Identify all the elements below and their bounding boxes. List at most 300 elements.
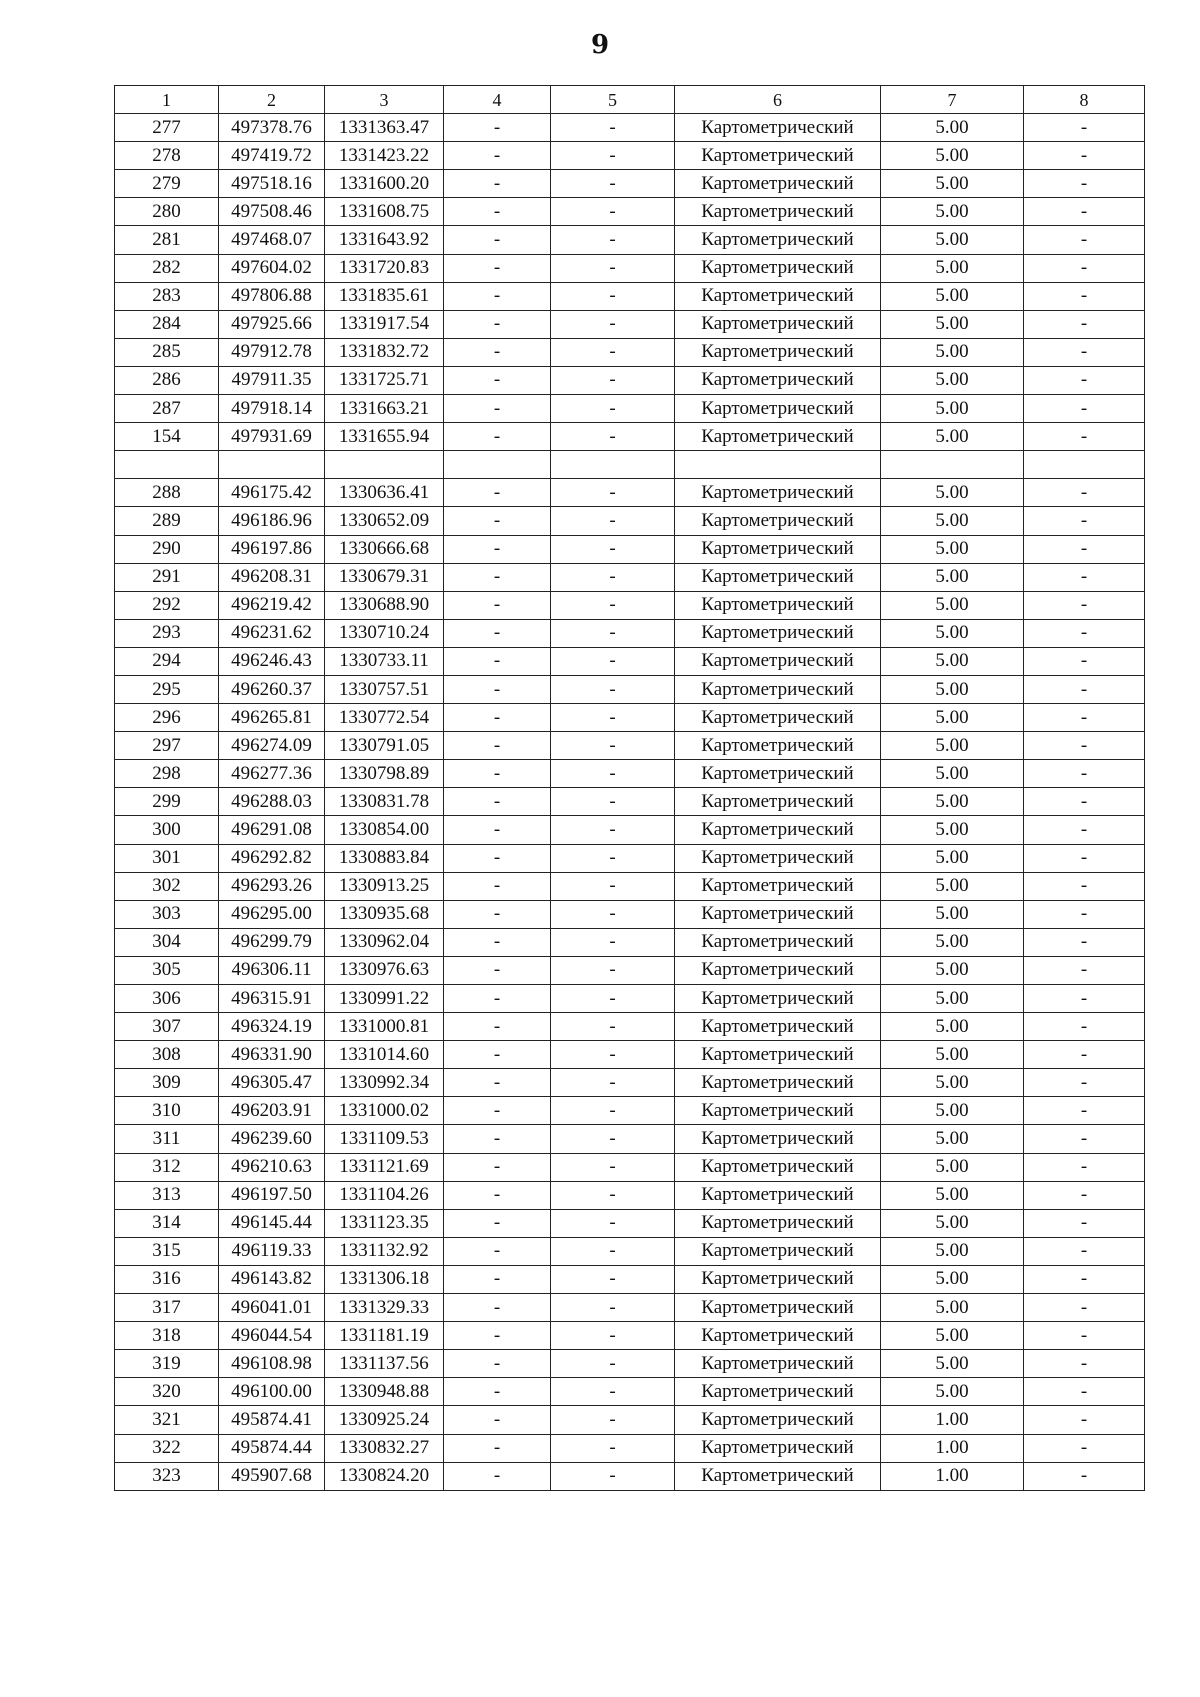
point-number-cell: 291	[115, 563, 219, 591]
method-cell: Картометрический	[675, 1237, 881, 1265]
column-4-cell: -	[444, 591, 551, 619]
column-8-cell: -	[1024, 985, 1145, 1013]
accuracy-cell: 5.00	[881, 1041, 1024, 1069]
accuracy-cell: 5.00	[881, 282, 1024, 310]
column-4-cell: -	[444, 732, 551, 760]
table-row	[115, 844, 1145, 872]
y-coordinate-cell: 1330962.04	[325, 928, 444, 956]
method-cell: Картометрический	[675, 928, 881, 956]
x-coordinate-cell: 497931.69	[219, 423, 325, 451]
y-coordinate-cell: 1330992.34	[325, 1069, 444, 1097]
y-coordinate-cell: 1331132.92	[325, 1237, 444, 1265]
point-number-cell: 300	[115, 816, 219, 844]
column-4-cell: -	[444, 338, 551, 366]
table-row	[115, 1013, 1145, 1041]
table-row	[115, 704, 1145, 732]
column-5-cell: -	[551, 1153, 675, 1181]
column-5-cell: -	[551, 1294, 675, 1322]
column-8-cell: -	[1024, 226, 1145, 254]
table-row	[115, 619, 1145, 647]
y-coordinate-cell: 1331832.72	[325, 338, 444, 366]
y-coordinate-cell: 1330710.24	[325, 619, 444, 647]
accuracy-cell: 5.00	[881, 1378, 1024, 1406]
y-coordinate-cell: 1331643.92	[325, 226, 444, 254]
column-5-cell: -	[551, 479, 675, 507]
table-row	[115, 1322, 1145, 1350]
y-coordinate-cell: 1330824.20	[325, 1462, 444, 1490]
point-number-cell: 282	[115, 254, 219, 282]
x-coordinate-cell: 497604.02	[219, 254, 325, 282]
column-8-cell: -	[1024, 254, 1145, 282]
x-coordinate-cell: 497806.88	[219, 282, 325, 310]
point-number-cell: 308	[115, 1041, 219, 1069]
table-row	[115, 872, 1145, 900]
column-8-cell: -	[1024, 282, 1145, 310]
accuracy-cell: 5.00	[881, 479, 1024, 507]
y-coordinate-cell: 1330832.27	[325, 1434, 444, 1462]
table-row	[115, 675, 1145, 703]
column-5-cell: -	[551, 1181, 675, 1209]
column-8-cell: -	[1024, 928, 1145, 956]
x-coordinate-cell: 497468.07	[219, 226, 325, 254]
method-cell: Картометрический	[675, 1294, 881, 1322]
column-4-cell: -	[444, 1013, 551, 1041]
table-row	[115, 1294, 1145, 1322]
accuracy-cell: 5.00	[881, 1294, 1024, 1322]
column-4-cell: -	[444, 1434, 551, 1462]
point-number-cell: 278	[115, 142, 219, 170]
accuracy-cell: 5.00	[881, 226, 1024, 254]
point-number-cell: 287	[115, 395, 219, 423]
accuracy-cell: 5.00	[881, 1153, 1024, 1181]
table-row	[115, 647, 1145, 675]
column-5-cell: -	[551, 816, 675, 844]
y-coordinate-cell: 1331329.33	[325, 1294, 444, 1322]
x-coordinate-cell: 496315.91	[219, 985, 325, 1013]
x-coordinate-cell: 496295.00	[219, 900, 325, 928]
table-row	[115, 479, 1145, 507]
accuracy-cell: 5.00	[881, 114, 1024, 142]
column-5-cell: -	[551, 226, 675, 254]
method-cell: Картометрический	[675, 423, 881, 451]
column-4-cell: -	[444, 1462, 551, 1490]
method-cell: Картометрический	[675, 1153, 881, 1181]
column-4-cell: -	[444, 366, 551, 394]
point-number-cell: 302	[115, 872, 219, 900]
table-row	[115, 1041, 1145, 1069]
method-cell: Картометрический	[675, 985, 881, 1013]
x-coordinate-cell: 496260.37	[219, 675, 325, 703]
accuracy-cell: 5.00	[881, 563, 1024, 591]
x-coordinate-cell: 497912.78	[219, 338, 325, 366]
column-4-cell: -	[444, 675, 551, 703]
column-8-cell: -	[1024, 1237, 1145, 1265]
column-5-cell: -	[551, 1013, 675, 1041]
point-number-cell: 312	[115, 1153, 219, 1181]
x-coordinate-cell: 497918.14	[219, 395, 325, 423]
header-row	[115, 86, 1145, 114]
point-number-cell: 280	[115, 198, 219, 226]
table-body	[115, 114, 1145, 1491]
y-coordinate-cell: 1330652.09	[325, 507, 444, 535]
column-5-cell: -	[551, 591, 675, 619]
x-coordinate-cell: 495874.44	[219, 1434, 325, 1462]
method-cell	[675, 451, 881, 479]
accuracy-cell: 5.00	[881, 338, 1024, 366]
x-coordinate-cell: 496041.01	[219, 1294, 325, 1322]
column-4-cell: -	[444, 900, 551, 928]
column-4-cell: -	[444, 760, 551, 788]
column-8-cell: -	[1024, 1209, 1145, 1237]
accuracy-cell: 5.00	[881, 1069, 1024, 1097]
column-4-cell: -	[444, 619, 551, 647]
accuracy-cell: 5.00	[881, 872, 1024, 900]
table-row	[115, 1125, 1145, 1153]
accuracy-cell: 5.00	[881, 591, 1024, 619]
method-cell: Картометрический	[675, 675, 881, 703]
method-cell: Картометрический	[675, 198, 881, 226]
y-coordinate-cell: 1331655.94	[325, 423, 444, 451]
column-4-cell: -	[444, 928, 551, 956]
column-8-cell: -	[1024, 760, 1145, 788]
table-row	[115, 282, 1145, 310]
x-coordinate-cell	[219, 451, 325, 479]
y-coordinate-cell: 1330679.31	[325, 563, 444, 591]
table-row	[115, 507, 1145, 535]
x-coordinate-cell: 496108.98	[219, 1350, 325, 1378]
y-coordinate-cell: 1330733.11	[325, 647, 444, 675]
x-coordinate-cell: 496197.50	[219, 1181, 325, 1209]
column-8-cell: -	[1024, 170, 1145, 198]
column-4-cell: -	[444, 395, 551, 423]
point-number-cell: 279	[115, 170, 219, 198]
method-cell: Картометрический	[675, 1069, 881, 1097]
x-coordinate-cell: 496208.31	[219, 563, 325, 591]
column-5-cell: -	[551, 366, 675, 394]
accuracy-cell: 5.00	[881, 928, 1024, 956]
point-number-cell: 293	[115, 619, 219, 647]
column-4-cell: -	[444, 1209, 551, 1237]
method-cell: Картометрический	[675, 226, 881, 254]
x-coordinate-cell: 497911.35	[219, 366, 325, 394]
column-5-cell: -	[551, 507, 675, 535]
method-cell: Картометрический	[675, 619, 881, 647]
y-coordinate-cell: 1330948.88	[325, 1378, 444, 1406]
method-cell: Картометрический	[675, 1265, 881, 1293]
y-coordinate-cell: 1331720.83	[325, 254, 444, 282]
coordinates-table	[114, 85, 1145, 1491]
accuracy-cell	[881, 451, 1024, 479]
table-row	[115, 732, 1145, 760]
method-cell: Картометрический	[675, 844, 881, 872]
point-number-cell: 313	[115, 1181, 219, 1209]
column-8-cell: -	[1024, 423, 1145, 451]
column-8-cell: -	[1024, 563, 1145, 591]
x-coordinate-cell: 496305.47	[219, 1069, 325, 1097]
method-cell: Картометрический	[675, 760, 881, 788]
column-5-cell: -	[551, 1237, 675, 1265]
column-4-cell: -	[444, 1265, 551, 1293]
y-coordinate-cell: 1330666.68	[325, 535, 444, 563]
column-8-cell: -	[1024, 1434, 1145, 1462]
column-4-cell: -	[444, 563, 551, 591]
column-5-cell: -	[551, 900, 675, 928]
accuracy-cell: 5.00	[881, 254, 1024, 282]
point-number-cell: 318	[115, 1322, 219, 1350]
point-number-cell: 314	[115, 1209, 219, 1237]
column-8-cell: -	[1024, 1069, 1145, 1097]
column-5-cell: -	[551, 928, 675, 956]
column-4-cell: -	[444, 198, 551, 226]
method-cell: Картометрический	[675, 1181, 881, 1209]
table-row	[115, 816, 1145, 844]
column-5-cell: -	[551, 1322, 675, 1350]
x-coordinate-cell: 496119.33	[219, 1237, 325, 1265]
point-number-cell: 317	[115, 1294, 219, 1322]
column-header-5: 5	[551, 86, 675, 114]
table-row	[115, 423, 1145, 451]
method-cell: Картометрический	[675, 507, 881, 535]
accuracy-cell: 5.00	[881, 900, 1024, 928]
method-cell: Картометрический	[675, 1209, 881, 1237]
column-8-cell: -	[1024, 675, 1145, 703]
column-5-cell: -	[551, 338, 675, 366]
x-coordinate-cell: 496292.82	[219, 844, 325, 872]
column-5-cell: -	[551, 535, 675, 563]
point-number-cell: 305	[115, 956, 219, 984]
column-8-cell: -	[1024, 844, 1145, 872]
table-row	[115, 1265, 1145, 1293]
column-4-cell: -	[444, 479, 551, 507]
method-cell: Картометрический	[675, 647, 881, 675]
column-5-cell: -	[551, 282, 675, 310]
point-number-cell: 301	[115, 844, 219, 872]
y-coordinate-cell: 1330688.90	[325, 591, 444, 619]
column-4-cell: -	[444, 142, 551, 170]
table-row	[115, 591, 1145, 619]
column-5-cell: -	[551, 844, 675, 872]
method-cell: Картометрический	[675, 1462, 881, 1490]
method-cell: Картометрический	[675, 310, 881, 338]
column-header-6: 6	[675, 86, 881, 114]
column-4-cell: -	[444, 1294, 551, 1322]
table-row	[115, 114, 1145, 142]
method-cell: Картометрический	[675, 900, 881, 928]
accuracy-cell: 5.00	[881, 535, 1024, 563]
x-coordinate-cell: 496265.81	[219, 704, 325, 732]
point-number-cell: 292	[115, 591, 219, 619]
y-coordinate-cell: 1330757.51	[325, 675, 444, 703]
point-number-cell: 296	[115, 704, 219, 732]
accuracy-cell: 5.00	[881, 366, 1024, 394]
x-coordinate-cell: 496331.90	[219, 1041, 325, 1069]
y-coordinate-cell: 1331121.69	[325, 1153, 444, 1181]
column-5-cell: -	[551, 872, 675, 900]
column-4-cell: -	[444, 1378, 551, 1406]
column-4-cell: -	[444, 788, 551, 816]
table-row	[115, 1378, 1145, 1406]
accuracy-cell: 5.00	[881, 619, 1024, 647]
column-5-cell: -	[551, 675, 675, 703]
point-number-cell: 154	[115, 423, 219, 451]
x-coordinate-cell: 496277.36	[219, 760, 325, 788]
column-8-cell: -	[1024, 788, 1145, 816]
column-5-cell: -	[551, 956, 675, 984]
table-row	[115, 760, 1145, 788]
column-5-cell: -	[551, 1350, 675, 1378]
column-4-cell: -	[444, 170, 551, 198]
column-8-cell: -	[1024, 338, 1145, 366]
table-row	[115, 956, 1145, 984]
method-cell: Картометрический	[675, 1041, 881, 1069]
method-cell: Картометрический	[675, 282, 881, 310]
point-number-cell: 284	[115, 310, 219, 338]
x-coordinate-cell: 496143.82	[219, 1265, 325, 1293]
column-8-cell: -	[1024, 142, 1145, 170]
column-header-3: 3	[325, 86, 444, 114]
y-coordinate-cell: 1330976.63	[325, 956, 444, 984]
table-row	[115, 395, 1145, 423]
column-header-2: 2	[219, 86, 325, 114]
column-8-cell: -	[1024, 1153, 1145, 1181]
y-coordinate-cell: 1331725.71	[325, 366, 444, 394]
method-cell: Картометрический	[675, 254, 881, 282]
column-8-cell: -	[1024, 366, 1145, 394]
x-coordinate-cell: 497419.72	[219, 142, 325, 170]
point-number-cell: 307	[115, 1013, 219, 1041]
table-row	[115, 928, 1145, 956]
table-row	[115, 1181, 1145, 1209]
point-number-cell: 295	[115, 675, 219, 703]
column-8-cell: -	[1024, 1406, 1145, 1434]
point-number-cell: 277	[115, 114, 219, 142]
column-8-cell: -	[1024, 591, 1145, 619]
accuracy-cell: 5.00	[881, 1350, 1024, 1378]
method-cell: Картометрический	[675, 788, 881, 816]
method-cell: Картометрический	[675, 366, 881, 394]
column-8-cell: -	[1024, 395, 1145, 423]
point-number-cell: 303	[115, 900, 219, 928]
x-coordinate-cell: 496293.26	[219, 872, 325, 900]
column-5-cell: -	[551, 563, 675, 591]
column-5-cell: -	[551, 310, 675, 338]
point-number-cell: 306	[115, 985, 219, 1013]
column-5-cell: -	[551, 1125, 675, 1153]
table-row	[115, 535, 1145, 563]
column-5-cell: -	[551, 619, 675, 647]
point-number-cell: 304	[115, 928, 219, 956]
x-coordinate-cell: 496291.08	[219, 816, 325, 844]
column-5-cell: -	[551, 1462, 675, 1490]
point-number-cell: 290	[115, 535, 219, 563]
method-cell: Картометрический	[675, 732, 881, 760]
point-number-cell: 315	[115, 1237, 219, 1265]
column-4-cell: -	[444, 647, 551, 675]
column-8-cell: -	[1024, 1041, 1145, 1069]
method-cell: Картометрический	[675, 704, 881, 732]
y-coordinate-cell: 1331306.18	[325, 1265, 444, 1293]
accuracy-cell: 5.00	[881, 1265, 1024, 1293]
table-row	[115, 1434, 1145, 1462]
method-cell: Картометрический	[675, 872, 881, 900]
accuracy-cell: 5.00	[881, 760, 1024, 788]
column-8-cell: -	[1024, 619, 1145, 647]
method-cell: Картометрический	[675, 1013, 881, 1041]
table-row	[115, 1237, 1145, 1265]
x-coordinate-cell: 495874.41	[219, 1406, 325, 1434]
column-8-cell: -	[1024, 816, 1145, 844]
point-number-cell: 311	[115, 1125, 219, 1153]
y-coordinate-cell: 1331000.02	[325, 1097, 444, 1125]
x-coordinate-cell: 496186.96	[219, 507, 325, 535]
column-8-cell: -	[1024, 1462, 1145, 1490]
column-header-4: 4	[444, 86, 551, 114]
table-row	[115, 226, 1145, 254]
x-coordinate-cell: 496175.42	[219, 479, 325, 507]
column-4-cell: -	[444, 704, 551, 732]
y-coordinate-cell: 1330883.84	[325, 844, 444, 872]
y-coordinate-cell: 1331137.56	[325, 1350, 444, 1378]
column-8-cell: -	[1024, 900, 1145, 928]
accuracy-cell: 5.00	[881, 395, 1024, 423]
point-number-cell: 316	[115, 1265, 219, 1293]
column-4-cell: -	[444, 1069, 551, 1097]
column-4-cell: -	[444, 1153, 551, 1181]
accuracy-cell: 5.00	[881, 507, 1024, 535]
x-coordinate-cell: 495907.68	[219, 1462, 325, 1490]
method-cell: Картометрический	[675, 816, 881, 844]
method-cell: Картометрический	[675, 1406, 881, 1434]
column-8-cell: -	[1024, 956, 1145, 984]
point-number-cell: 289	[115, 507, 219, 535]
point-number-cell: 322	[115, 1434, 219, 1462]
method-cell: Картометрический	[675, 1097, 881, 1125]
x-coordinate-cell: 497925.66	[219, 310, 325, 338]
column-5-cell: -	[551, 732, 675, 760]
column-5-cell: -	[551, 704, 675, 732]
x-coordinate-cell: 496044.54	[219, 1322, 325, 1350]
column-5-cell: -	[551, 788, 675, 816]
point-number-cell: 310	[115, 1097, 219, 1125]
separator-row	[115, 451, 1145, 479]
y-coordinate-cell: 1331109.53	[325, 1125, 444, 1153]
accuracy-cell: 1.00	[881, 1434, 1024, 1462]
column-4-cell: -	[444, 1350, 551, 1378]
table-row	[115, 310, 1145, 338]
column-4-cell: -	[444, 507, 551, 535]
point-number-cell: 309	[115, 1069, 219, 1097]
y-coordinate-cell: 1330925.24	[325, 1406, 444, 1434]
y-coordinate-cell: 1331104.26	[325, 1181, 444, 1209]
point-number-cell: 320	[115, 1378, 219, 1406]
accuracy-cell: 5.00	[881, 198, 1024, 226]
column-8-cell: -	[1024, 1265, 1145, 1293]
accuracy-cell: 5.00	[881, 732, 1024, 760]
accuracy-cell: 5.00	[881, 1097, 1024, 1125]
column-4-cell	[444, 451, 551, 479]
column-8-cell: -	[1024, 535, 1145, 563]
point-number-cell	[115, 451, 219, 479]
column-header-7: 7	[881, 86, 1024, 114]
table-row	[115, 366, 1145, 394]
column-4-cell: -	[444, 282, 551, 310]
column-8-cell: -	[1024, 1097, 1145, 1125]
accuracy-cell: 5.00	[881, 647, 1024, 675]
accuracy-cell: 5.00	[881, 985, 1024, 1013]
method-cell: Картометрический	[675, 563, 881, 591]
column-8-cell: -	[1024, 1181, 1145, 1209]
method-cell: Картометрический	[675, 142, 881, 170]
